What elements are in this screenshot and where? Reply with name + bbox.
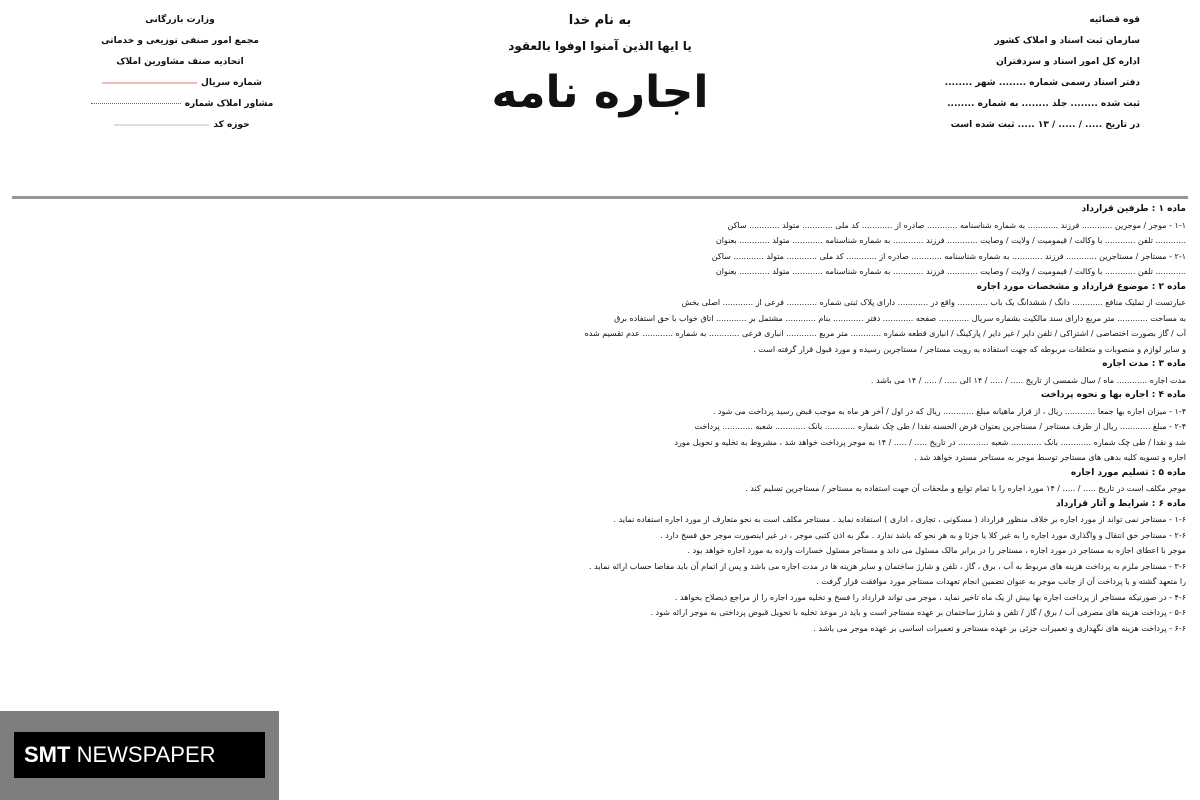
contract-line: ۲-۱ - مستاجر / مستاجرین ............ فرزند ............ به شماره شناسنامه ............ صادره از ............ کد ملی ............ متولد ............ ساکن bbox=[711, 251, 1186, 261]
article-heading: ماده ۳ : مدت اجاره bbox=[1102, 359, 1186, 369]
contract-line: آب / گاز بصورت اختصاصی / اشتراکی / تلفن دایر / غیر دایر / پارکینگ / انباری قطعه شماره ............ متر مربع ............ انباری فرعی ............ به شماره ............ عدم تقسیم شده bbox=[584, 329, 1186, 338]
contract-line: اجاره و تسویه کلیه بدهی های مستاجر توسط موجر به مستاجر مسترد خواهد شد . bbox=[914, 453, 1186, 462]
contract-line: ۲-۶ - مستاجر حق انتقال و واگذاری مورد اجاره را به غیر کلا یا جزئا و به هر نحو که باشد ندارد . مگر به اذن کتبی موجر ، در غیر اینصورت موجر حق فسخ دارد . bbox=[660, 530, 1186, 540]
header-left-block bbox=[40, 10, 320, 136]
contract-line: ۳-۶ - مستاجر ملزم به پرداخت هزینه های مربوط به آب ، برق ، گاز ، تلفن و شارژ ساختمان و سایر هزینه ها در مدت اجاره می باشد و پس از اتمام آن باید مفاصا حساب ارائه نماید . bbox=[589, 561, 1186, 571]
district-code-label: حوزه کد bbox=[213, 120, 250, 130]
registered-date-line: در تاریخ ..... / ..... / ۱۳ ..... ثبت شده است bbox=[950, 120, 1140, 130]
contract-line: را متعهد گشته و با پرداخت آن از جانب موجر به عنوان تضمین انجام تعهدات مستاجر مورد موافقت قرار گرفت . bbox=[816, 577, 1186, 586]
header-center-block bbox=[400, 8, 800, 128]
document-title: اجاره نامه bbox=[491, 67, 709, 118]
agent-field bbox=[40, 94, 320, 115]
contract-line: موجر با اعطای اجازه به مستاجر در مورد اجاره ، مستاجر را در برابر مالک مسئول می داند و مستاجر مسئول خسارات وارده به مورد اجاره خواهد بود . bbox=[687, 546, 1186, 555]
article-heading: ماده ۵ : تسلیم مورد اجاره bbox=[1070, 467, 1186, 478]
article-heading: ماده ۶ : شرایط و آثار قرارداد bbox=[1055, 498, 1186, 509]
serial-field bbox=[40, 73, 320, 94]
contract-line: شد و نقدا / طی چک شماره ............ بانک ............ شعبه ............ در تاریخ ..... / ..... / ۱۴ به موجر پرداخت خواهد شد ، مشروط به تخلیه و تحویل مورد bbox=[674, 437, 1186, 447]
guild-assembly-label: مجمع امور صنفی توزیعی و خدماتی bbox=[101, 36, 259, 46]
union-label: اتحادیه صنف مشاورین املاک bbox=[116, 57, 244, 67]
contract-line: عبارتست از تملیک منافع ............ دانگ / ششدانگ یک باب ............ واقع در ............ دارای پلاک ثبتی شماره ............ فرعی از ............ اصلی بخش bbox=[681, 298, 1186, 307]
contract-line: ۱-۱ - موجر / موجرین ............ فرزند ............ به شماره شناسنامه ............ صادره از ............ کد ملی ............ متولد ............ ساکن bbox=[727, 220, 1186, 230]
quran-verse: یا ایها الذین آمنوا اوفوا بالعقود bbox=[508, 39, 692, 53]
contract-body bbox=[12, 202, 1186, 636]
contract-line: ............ تلفن ............ با وکالت / قیمومیت / ولایت / وصایت ............ فرزند ............ به شماره شناسنامه ............ متولد ............ بعنوان bbox=[715, 267, 1186, 276]
contract-line: موجر مکلف است در تاریخ ..... / ..... / ۱۴ مورد اجاره را با تمام توابع و ملحقات آن جهت استفاده به مستاجر / مستاجرین تسلیم کند . bbox=[745, 484, 1186, 493]
registered-volume-line: ثبت شده ........ جلد ........ به شماره ........ bbox=[947, 99, 1140, 109]
registry-dept-label: اداره کل امور اسناد و سردفتران bbox=[996, 57, 1140, 67]
bismillah: به نام خدا bbox=[568, 13, 632, 28]
contract-line: ۱-۶ - مستاجر نمی تواند از مورد اجاره بر خلاف منظور قرارداد ( مسکونی ، تجاری ، اداری ) استفاده نماید . مستاجر مکلف است به نحو متعارف از مورد اجاره استفاده نماید . bbox=[613, 515, 1186, 524]
contract-line: ۱-۴ - میزان اجاره بها جمعا ............ ریال ، از قرار ماهیانه مبلغ ............ ریال که در اول / آخر هر ماه به موجب قبض رسید پرداخت می شود . bbox=[712, 406, 1186, 416]
brand-logo bbox=[14, 732, 265, 778]
brand-rest: NEWSPAPER bbox=[70, 742, 216, 767]
contract-line: و سایر لوازم و منصوبات و متعلقات مربوطه که جهت استفاده به رویت مستاجر / مستاجرین رسیده و مورد قبول قرار گرفته است . bbox=[753, 344, 1186, 354]
ministry-label: وزارت بازرگانی bbox=[145, 15, 215, 25]
serial-blank[interactable] bbox=[102, 82, 197, 84]
contract-line: به مساحت ............ متر مربع دارای سند مالکیت بشماره سریال ............ صفحه ............ دفتر ............ بنام ............ مشتمل بر ............ اتاق خواب با حق استفاده برق bbox=[614, 313, 1186, 323]
district-field bbox=[40, 115, 320, 136]
district-code-blank[interactable] bbox=[114, 124, 209, 126]
contract-line: ۶-۶ - پرداخت هزینه های نگهداری و تعمیرات جزئی بر عهده مستاجر و تعمیرات اساسی بر عهده موجر می باشد . bbox=[813, 623, 1186, 633]
contract-line: مدت اجاره ............ ماه / سال شمسی از تاریخ ..... / ..... / ۱۴ الی ..... / ..... / ۱۴ می باشد . bbox=[870, 375, 1186, 385]
header-divider bbox=[12, 196, 1188, 199]
watermark-banner bbox=[0, 711, 279, 800]
brand-bold: SMT bbox=[24, 742, 71, 767]
agent-number-blank[interactable] bbox=[91, 103, 181, 104]
contract-line: ۴-۶ - در صورتیکه مستاجر از پرداخت اجاره بها بیش از یک ماه تاخیر نماید ، موجر می تواند قرارداد را فسخ و تخلیه مورد اجاره را از مراجع ذیصلاح بخواهد . bbox=[674, 592, 1186, 602]
notary-office-line: دفتر اسناد رسمی شماره ........ شهر ........ bbox=[944, 78, 1140, 88]
judiciary-label: قوه قضائیه bbox=[1089, 15, 1140, 25]
contract-line: ۲-۴ - مبلغ ............ ریال از طرف مستاجر / مستاجرین بعنوان قرض الحسنه نقدا / طی چک شماره ............ بانک ............ شعبه ............ پرداخت bbox=[694, 422, 1186, 431]
contract-line: ............ تلفن ............ با وکالت / قیمومیت / ولایت / وصایت ............ فرزند ............ به شماره شناسنامه ............ متولد ............ بعنوان bbox=[715, 236, 1186, 245]
registry-org-label: سازمان ثبت اسناد و املاک کشور bbox=[994, 36, 1140, 46]
article-heading: ماده ۱ : طرفین قرارداد bbox=[1081, 204, 1186, 214]
agent-number-label: مشاور املاک شماره bbox=[184, 99, 274, 109]
header-right-block bbox=[840, 10, 1140, 136]
article-heading: ماده ۲ : موضوع قرارداد و مشخصات مورد اجاره bbox=[976, 281, 1186, 292]
article-heading: ماده ۴ : اجاره بها و نحوه پرداخت bbox=[1040, 390, 1186, 400]
document-header bbox=[0, 0, 1200, 195]
contract-line: ۵-۶ - پرداخت هزینه های مصرفی آب / برق / گاز / تلفن و شارژ ساختمان بر عهده مستاجر است و باید در موعد تخلیه با تحویل قبوض پرداختی به موجر ارائه شود . bbox=[650, 608, 1186, 617]
serial-label: شماره سریال bbox=[201, 78, 262, 88]
